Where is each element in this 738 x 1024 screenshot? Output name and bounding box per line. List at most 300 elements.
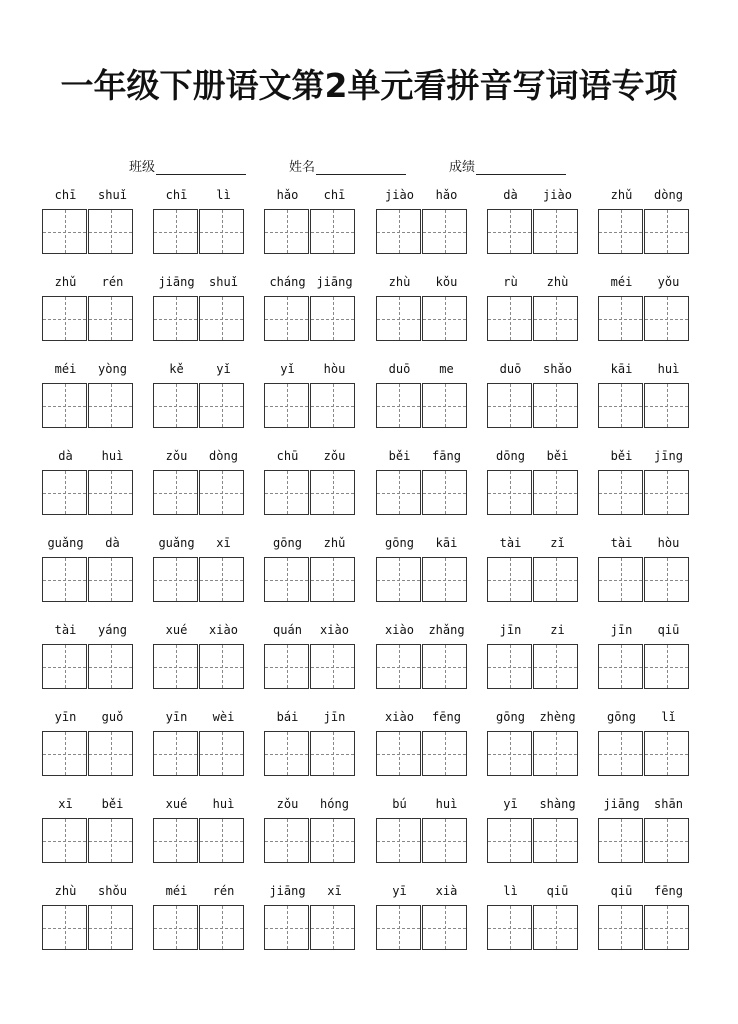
writing-box[interactable]: [310, 905, 355, 950]
guide-line-vertical: [399, 819, 400, 862]
pinyin-label: fēng: [654, 884, 683, 898]
word-item: [42, 536, 136, 596]
pinyin-label: zhǎng: [428, 623, 465, 637]
writing-box[interactable]: [376, 905, 421, 950]
writing-box[interactable]: [42, 296, 87, 341]
writing-box[interactable]: [644, 818, 689, 863]
guide-line-vertical: [556, 297, 557, 340]
guide-line-vertical: [333, 732, 334, 775]
guide-line-vertical: [621, 906, 622, 949]
pinyin-label: kāi: [610, 362, 633, 376]
writing-box[interactable]: [310, 557, 355, 602]
pinyin-label: shuǐ: [209, 275, 238, 289]
word-item: [42, 797, 136, 857]
guide-line-vertical: [287, 732, 288, 775]
pinyin-label: jiāng: [603, 797, 640, 811]
pinyin-label: běi: [388, 449, 411, 463]
guide-line-vertical: [65, 732, 66, 775]
guide-line-vertical: [287, 210, 288, 253]
writing-box[interactable]: [199, 209, 244, 254]
writing-box[interactable]: [376, 209, 421, 254]
guide-line-vertical: [445, 297, 446, 340]
guide-line-vertical: [333, 471, 334, 514]
writing-box[interactable]: [310, 383, 355, 428]
guide-line-vertical: [333, 210, 334, 253]
writing-box[interactable]: [422, 644, 467, 689]
guide-line-vertical: [556, 819, 557, 862]
word-item: [264, 536, 358, 596]
guide-line-vertical: [445, 906, 446, 949]
guide-line-vertical: [621, 210, 622, 253]
pinyin-label: kě: [169, 362, 184, 376]
word-item: [153, 623, 247, 683]
writing-box[interactable]: [42, 209, 87, 254]
word-item: [153, 362, 247, 422]
word-item: [598, 884, 692, 944]
writing-box[interactable]: [644, 383, 689, 428]
guide-line-vertical: [65, 819, 66, 862]
writing-box[interactable]: [487, 818, 532, 863]
guide-line-vertical: [556, 906, 557, 949]
pinyin-label: kāi: [435, 536, 458, 550]
writing-box[interactable]: [153, 731, 198, 776]
guide-line-vertical: [621, 297, 622, 340]
pinyin-label: duō: [388, 362, 411, 376]
writing-box[interactable]: [153, 644, 198, 689]
writing-box[interactable]: [310, 296, 355, 341]
guide-line-vertical: [510, 732, 511, 775]
pinyin-label: dà: [105, 536, 120, 550]
guide-line-vertical: [621, 471, 622, 514]
writing-box[interactable]: [533, 644, 578, 689]
word-item: [42, 188, 136, 248]
writing-box[interactable]: [88, 296, 133, 341]
pinyin-label: shān: [654, 797, 683, 811]
writing-box[interactable]: [598, 818, 643, 863]
pinyin-label: zǒu: [276, 797, 299, 811]
guide-line-vertical: [510, 906, 511, 949]
pinyin-label: yī: [392, 884, 407, 898]
guide-line-vertical: [287, 558, 288, 601]
guide-line-vertical: [176, 210, 177, 253]
writing-box[interactable]: [598, 383, 643, 428]
writing-box[interactable]: [533, 731, 578, 776]
word-item: [153, 536, 247, 596]
writing-box[interactable]: [264, 731, 309, 776]
pinyin-label: shuǐ: [98, 188, 127, 202]
writing-box[interactable]: [376, 818, 421, 863]
writing-box[interactable]: [598, 644, 643, 689]
writing-box[interactable]: [153, 557, 198, 602]
pinyin-label: xué: [165, 797, 188, 811]
guide-line-vertical: [222, 558, 223, 601]
guide-line-vertical: [111, 297, 112, 340]
guide-line-vertical: [445, 732, 446, 775]
writing-box[interactable]: [376, 470, 421, 515]
writing-box[interactable]: [598, 731, 643, 776]
writing-box[interactable]: [487, 296, 532, 341]
pinyin-label: gōng: [496, 710, 525, 724]
guide-line-vertical: [621, 732, 622, 775]
pinyin-label: méi: [610, 275, 633, 289]
guide-line-vertical: [621, 384, 622, 427]
pinyin-label: chū: [276, 449, 299, 463]
guide-line-vertical: [287, 384, 288, 427]
pinyin-label: zi: [550, 623, 565, 637]
word-item: [598, 188, 692, 248]
pinyin-label: qiū: [546, 884, 569, 898]
writing-box[interactable]: [42, 905, 87, 950]
writing-box[interactable]: [422, 905, 467, 950]
writing-box[interactable]: [376, 296, 421, 341]
writing-box[interactable]: [88, 905, 133, 950]
pinyin-label: hòu: [323, 362, 346, 376]
word-item: [376, 536, 470, 596]
writing-box[interactable]: [422, 383, 467, 428]
writing-box[interactable]: [644, 470, 689, 515]
guide-line-vertical: [556, 732, 557, 775]
guide-line-vertical: [65, 297, 66, 340]
writing-box[interactable]: [199, 296, 244, 341]
word-item: [376, 797, 470, 857]
guide-line-vertical: [510, 384, 511, 427]
pinyin-label: xī: [58, 797, 73, 811]
guide-line-vertical: [667, 819, 668, 862]
writing-box[interactable]: [644, 905, 689, 950]
pinyin-label: jīn: [499, 623, 522, 637]
guide-line-vertical: [667, 645, 668, 688]
guide-line-vertical: [65, 210, 66, 253]
pinyin-label: yǐ: [216, 362, 231, 376]
writing-box[interactable]: [264, 905, 309, 950]
pinyin-label: huì: [435, 797, 458, 811]
pinyin-label: gōng: [607, 710, 636, 724]
writing-box[interactable]: [533, 209, 578, 254]
writing-box[interactable]: [422, 818, 467, 863]
writing-box[interactable]: [310, 209, 355, 254]
pinyin-label: guǎng: [158, 536, 195, 550]
writing-box[interactable]: [264, 557, 309, 602]
pinyin-label: méi: [165, 884, 188, 898]
guide-line-vertical: [556, 384, 557, 427]
writing-box[interactable]: [533, 470, 578, 515]
pinyin-label: rén: [212, 884, 235, 898]
writing-box[interactable]: [487, 470, 532, 515]
pinyin-label: me: [439, 362, 454, 376]
word-item: [487, 275, 581, 335]
guide-line-vertical: [111, 732, 112, 775]
guide-line-vertical: [222, 297, 223, 340]
writing-box[interactable]: [644, 557, 689, 602]
guide-line-vertical: [65, 906, 66, 949]
pinyin-label: xiào: [385, 710, 414, 724]
writing-box[interactable]: [487, 731, 532, 776]
writing-box[interactable]: [88, 470, 133, 515]
pinyin-label: lì: [216, 188, 231, 202]
guide-line-vertical: [176, 297, 177, 340]
guide-line-vertical: [333, 297, 334, 340]
pinyin-label: gōng: [385, 536, 414, 550]
writing-box[interactable]: [264, 209, 309, 254]
pinyin-label: chī: [323, 188, 346, 202]
guide-line-vertical: [667, 384, 668, 427]
writing-box[interactable]: [422, 731, 467, 776]
writing-box[interactable]: [376, 383, 421, 428]
pinyin-label: cháng: [269, 275, 306, 289]
writing-box[interactable]: [42, 470, 87, 515]
name-label: 姓名: [289, 160, 316, 175]
word-item: [487, 449, 581, 509]
writing-box[interactable]: [487, 383, 532, 428]
writing-box[interactable]: [88, 209, 133, 254]
guide-line-vertical: [111, 384, 112, 427]
guide-line-vertical: [510, 471, 511, 514]
pinyin-label: rén: [101, 275, 124, 289]
writing-box[interactable]: [42, 644, 87, 689]
writing-box[interactable]: [199, 383, 244, 428]
writing-box[interactable]: [598, 470, 643, 515]
pinyin-label: guǒ: [101, 710, 124, 724]
writing-box[interactable]: [42, 557, 87, 602]
writing-box[interactable]: [199, 731, 244, 776]
writing-box[interactable]: [422, 209, 467, 254]
word-item: [598, 623, 692, 683]
guide-line-vertical: [556, 645, 557, 688]
writing-box[interactable]: [153, 209, 198, 254]
guide-line-vertical: [287, 906, 288, 949]
guide-line-vertical: [333, 906, 334, 949]
writing-box[interactable]: [264, 818, 309, 863]
pinyin-label: huì: [101, 449, 124, 463]
pinyin-label: rù: [503, 275, 518, 289]
word-item: [42, 449, 136, 509]
guide-line-vertical: [65, 471, 66, 514]
writing-box[interactable]: [376, 731, 421, 776]
guide-line-vertical: [176, 732, 177, 775]
pinyin-label: zhù: [54, 884, 77, 898]
word-item: [598, 710, 692, 770]
guide-line-vertical: [445, 384, 446, 427]
word-item: [264, 710, 358, 770]
guide-line-vertical: [222, 819, 223, 862]
writing-box[interactable]: [533, 905, 578, 950]
writing-box[interactable]: [533, 818, 578, 863]
writing-box[interactable]: [644, 296, 689, 341]
pinyin-label: xiào: [385, 623, 414, 637]
guide-line-vertical: [445, 471, 446, 514]
pinyin-label: shǎo: [543, 362, 572, 376]
guide-line-vertical: [510, 297, 511, 340]
guide-line-vertical: [667, 471, 668, 514]
guide-line-vertical: [222, 906, 223, 949]
word-item: [376, 884, 470, 944]
writing-box[interactable]: [264, 470, 309, 515]
word-item: [42, 623, 136, 683]
pinyin-label: zhǔ: [54, 275, 77, 289]
writing-box[interactable]: [487, 209, 532, 254]
pinyin-label: zǒu: [165, 449, 188, 463]
guide-line-vertical: [399, 210, 400, 253]
guide-line-vertical: [399, 645, 400, 688]
pinyin-label: jīng: [654, 449, 683, 463]
writing-box[interactable]: [310, 470, 355, 515]
writing-box[interactable]: [88, 818, 133, 863]
pinyin-label: fāng: [432, 449, 461, 463]
writing-box[interactable]: [199, 818, 244, 863]
pinyin-label: hòu: [657, 536, 680, 550]
pinyin-label: zǐ: [550, 536, 565, 550]
pinyin-label: jiāng: [269, 884, 306, 898]
class-label: 班级: [129, 160, 156, 175]
pinyin-label: jiāng: [316, 275, 353, 289]
writing-box[interactable]: [376, 644, 421, 689]
writing-box[interactable]: [42, 383, 87, 428]
writing-box[interactable]: [199, 557, 244, 602]
pinyin-label: bú: [392, 797, 407, 811]
pinyin-label: dōng: [496, 449, 525, 463]
guide-line-vertical: [445, 558, 446, 601]
guide-line-vertical: [176, 558, 177, 601]
guide-line-vertical: [667, 906, 668, 949]
word-item: [153, 710, 247, 770]
writing-box[interactable]: [644, 644, 689, 689]
pinyin-label: qiū: [610, 884, 633, 898]
word-item: [153, 275, 247, 335]
guide-line-vertical: [445, 819, 446, 862]
word-item: [42, 275, 136, 335]
writing-box[interactable]: [88, 731, 133, 776]
writing-box[interactable]: [598, 296, 643, 341]
writing-box[interactable]: [153, 818, 198, 863]
writing-box[interactable]: [376, 557, 421, 602]
pinyin-label: yǒu: [657, 275, 680, 289]
writing-box[interactable]: [264, 296, 309, 341]
writing-box[interactable]: [153, 383, 198, 428]
writing-box[interactable]: [88, 644, 133, 689]
writing-box[interactable]: [487, 905, 532, 950]
writing-box[interactable]: [199, 905, 244, 950]
pinyin-label: xué: [165, 623, 188, 637]
pinyin-label: guǎng: [47, 536, 84, 550]
pinyin-label: yòng: [98, 362, 127, 376]
guide-line-vertical: [176, 645, 177, 688]
guide-line-vertical: [399, 732, 400, 775]
writing-box[interactable]: [199, 470, 244, 515]
pinyin-label: jiào: [543, 188, 572, 202]
pinyin-label: xiào: [209, 623, 238, 637]
writing-box[interactable]: [153, 470, 198, 515]
word-item: [487, 884, 581, 944]
writing-box[interactable]: [310, 818, 355, 863]
pinyin-label: jīn: [323, 710, 346, 724]
pinyin-label: duō: [499, 362, 522, 376]
pinyin-label: dà: [58, 449, 73, 463]
writing-box[interactable]: [533, 383, 578, 428]
word-item: [487, 623, 581, 683]
writing-box[interactable]: [422, 470, 467, 515]
guide-line-vertical: [176, 384, 177, 427]
writing-box[interactable]: [422, 557, 467, 602]
pinyin-label: yáng: [98, 623, 127, 637]
word-item: [42, 884, 136, 944]
writing-box[interactable]: [42, 818, 87, 863]
guide-line-vertical: [176, 906, 177, 949]
writing-box[interactable]: [644, 731, 689, 776]
pinyin-label: shàng: [539, 797, 576, 811]
writing-box[interactable]: [153, 905, 198, 950]
word-item: [264, 884, 358, 944]
writing-box[interactable]: [88, 383, 133, 428]
guide-line-vertical: [65, 384, 66, 427]
writing-box[interactable]: [487, 557, 532, 602]
pinyin-label: běi: [610, 449, 633, 463]
guide-line-vertical: [399, 558, 400, 601]
guide-line-vertical: [399, 384, 400, 427]
writing-box[interactable]: [42, 731, 87, 776]
word-item: [598, 449, 692, 509]
writing-box[interactable]: [88, 557, 133, 602]
writing-box[interactable]: [199, 644, 244, 689]
writing-box[interactable]: [598, 209, 643, 254]
pinyin-label: lì: [503, 884, 518, 898]
writing-box[interactable]: [153, 296, 198, 341]
pinyin-label: jiào: [385, 188, 414, 202]
writing-box[interactable]: [264, 383, 309, 428]
guide-line-vertical: [667, 210, 668, 253]
guide-line-vertical: [621, 558, 622, 601]
writing-box[interactable]: [598, 557, 643, 602]
writing-box[interactable]: [310, 731, 355, 776]
pinyin-label: wèi: [212, 710, 235, 724]
writing-box[interactable]: [422, 296, 467, 341]
pinyin-label: dòng: [209, 449, 238, 463]
writing-box[interactable]: [264, 644, 309, 689]
writing-box[interactable]: [533, 296, 578, 341]
writing-box[interactable]: [310, 644, 355, 689]
pinyin-label: hóng: [320, 797, 349, 811]
pinyin-label: hǎo: [435, 188, 458, 202]
guide-line-vertical: [510, 645, 511, 688]
pinyin-label: fēng: [432, 710, 461, 724]
guide-line-vertical: [510, 558, 511, 601]
guide-line-vertical: [111, 819, 112, 862]
guide-line-vertical: [176, 819, 177, 862]
pinyin-label: xiào: [320, 623, 349, 637]
word-item: [42, 710, 136, 770]
guide-line-vertical: [333, 819, 334, 862]
pinyin-label: tài: [54, 623, 77, 637]
writing-box[interactable]: [598, 905, 643, 950]
writing-box[interactable]: [644, 209, 689, 254]
guide-line-vertical: [287, 297, 288, 340]
guide-line-vertical: [111, 558, 112, 601]
writing-box[interactable]: [487, 644, 532, 689]
pinyin-label: chī: [165, 188, 188, 202]
pinyin-label: zǒu: [323, 449, 346, 463]
pinyin-label: chī: [54, 188, 77, 202]
word-item: [264, 275, 358, 335]
word-item: [264, 188, 358, 248]
guide-line-vertical: [111, 210, 112, 253]
pinyin-label: yǐ: [280, 362, 295, 376]
pinyin-label: běi: [546, 449, 569, 463]
guide-line-vertical: [333, 384, 334, 427]
guide-line-vertical: [333, 645, 334, 688]
word-item: [153, 449, 247, 509]
word-item: [376, 275, 470, 335]
writing-box[interactable]: [533, 557, 578, 602]
pinyin-label: yī: [503, 797, 518, 811]
